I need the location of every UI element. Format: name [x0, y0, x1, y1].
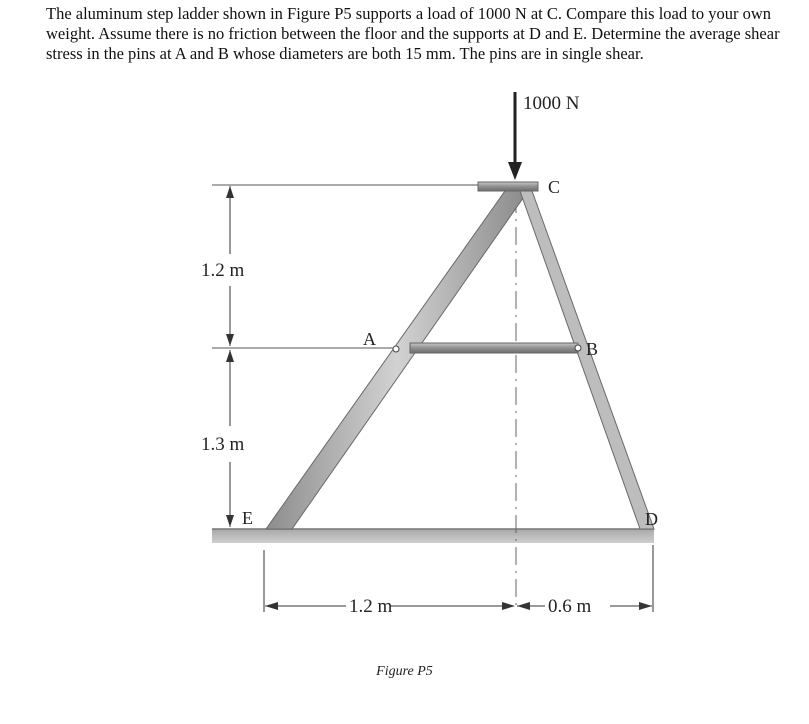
ladder-left-leg — [266, 191, 528, 529]
load-arrowhead — [508, 162, 522, 180]
dim-lower-arrow-top — [226, 350, 234, 362]
dim-left-width-label: 1.2 m — [349, 596, 393, 617]
point-b-label: B — [586, 339, 599, 359]
top-platform — [478, 182, 538, 191]
dim-left-arrow-b — [502, 602, 515, 610]
figure-caption: Figure P5 — [376, 664, 433, 679]
point-e-label: E — [242, 508, 253, 528]
pin-a — [393, 346, 399, 352]
dim-right-arrow-b — [639, 602, 652, 610]
dim-upper-arrow-top — [226, 186, 234, 198]
load-label: 1000 N — [523, 93, 580, 114]
cross-bar-ab — [410, 343, 578, 353]
dim-right-width-label: 0.6 m — [548, 596, 592, 617]
problem-statement: The aluminum step ladder shown in Figure P5 supports a load of 1000 N at C. Compare this load to your own weight. Assume there is no friction between the floor and the supports at D and E. Determine the average shear stress in the pins at A and B whose diameters are both 15 mm. The pins are in single shear. — [46, 4, 780, 63]
point-a-label: A — [363, 329, 376, 349]
point-d-label: D — [645, 509, 658, 529]
dim-upper-height-label: 1.2 m — [201, 260, 245, 281]
dim-right-arrow-a — [517, 602, 530, 610]
dim-left-arrow-a — [265, 602, 278, 610]
dim-lower-height-label: 1.3 m — [201, 434, 245, 455]
dim-lower-arrow-bottom — [226, 515, 234, 527]
ladder-right-leg — [520, 191, 654, 529]
point-c-label: C — [548, 177, 561, 197]
floor — [212, 529, 654, 543]
pin-b — [575, 345, 581, 351]
dim-upper-arrow-bottom — [226, 334, 234, 346]
